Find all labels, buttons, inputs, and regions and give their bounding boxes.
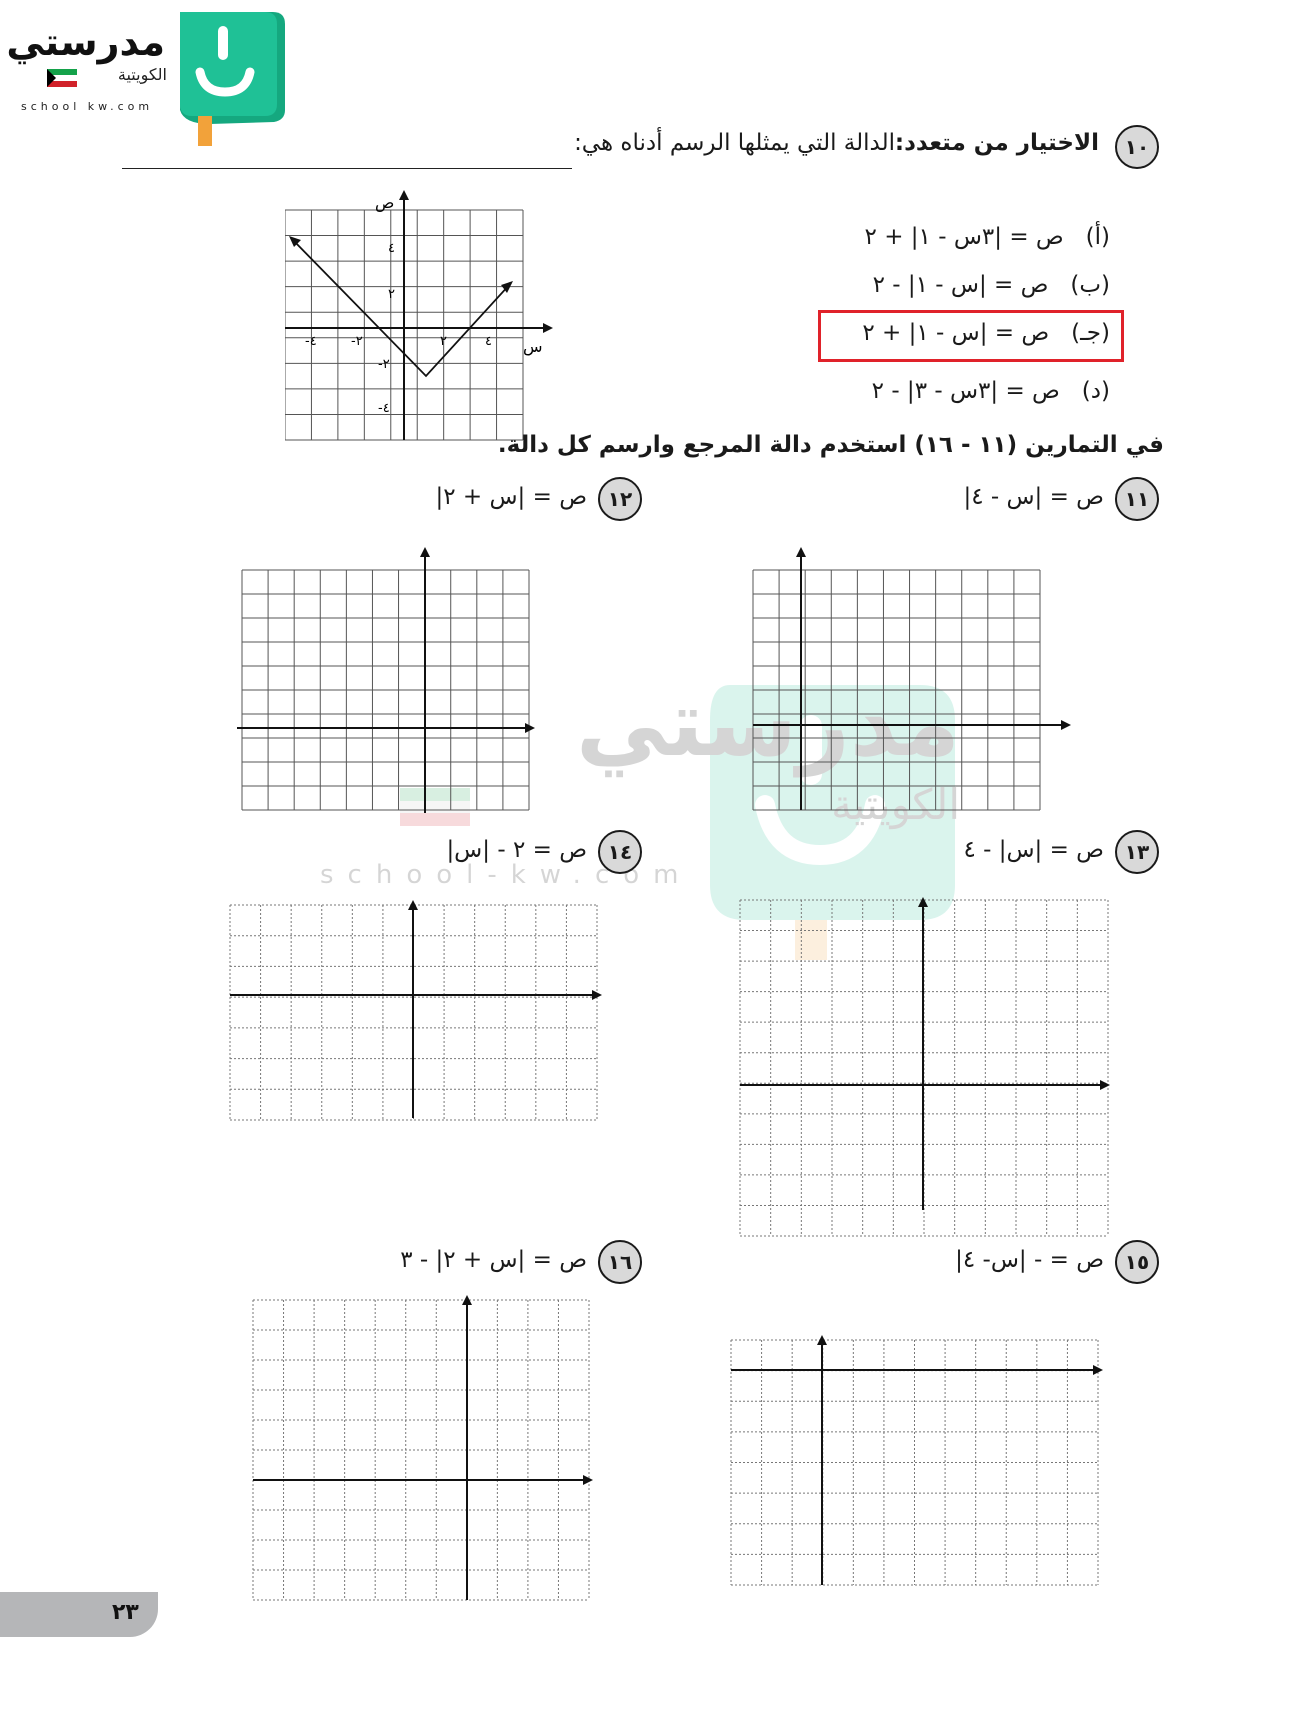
- exercise-equation: ص = ٢ - |س|: [446, 837, 587, 863]
- watermark-name: مدرستي: [575, 670, 960, 777]
- option-d-label: (د): [1081, 378, 1110, 404]
- y-arrow-icon: [408, 900, 418, 910]
- y-arrow-icon: [796, 547, 806, 557]
- question-prompt: الدالة التي يمثلها الرسم أدناه هي:: [574, 130, 895, 156]
- kuwait-flag-icon: [47, 69, 77, 87]
- q10-x-tick: -٢: [351, 334, 363, 349]
- exercise-grid-13[interactable]: [737, 895, 1112, 1240]
- option-b-equation: ص = |س - ١| - ٢: [872, 272, 1049, 298]
- exercise-grid-12[interactable]: [237, 545, 537, 815]
- exercise-number-badge: ١٤: [598, 830, 642, 874]
- q10-y-arrow-icon: [399, 190, 409, 200]
- q10-x-arrow-icon: [543, 323, 553, 333]
- exercise-grid-11[interactable]: [748, 545, 1073, 815]
- exercise-number-badge: ١٣: [1115, 830, 1159, 874]
- logo-mark-icon: [170, 12, 285, 147]
- q10-x-axis-label: س: [523, 337, 543, 356]
- x-arrow-icon: [1061, 720, 1071, 730]
- question-number-badge: ١٠: [1115, 125, 1159, 169]
- exercises-instructions: في التمارين (١١ - ١٦) استخدم دالة المرجع وارسم كل دالة.: [497, 432, 1164, 458]
- x-arrow-icon: [583, 1475, 593, 1485]
- q10-y-tick: -٢: [378, 357, 390, 372]
- q10-x-tick: ٢: [440, 334, 447, 349]
- site-logo: [6, 12, 265, 142]
- q10-y-tick: -٤: [378, 401, 390, 416]
- exercise-number-badge: ١٦: [598, 1240, 642, 1284]
- exercise-grid-16[interactable]: [250, 1295, 595, 1605]
- q10-y-tick: ٤: [388, 241, 395, 256]
- exercise-equation: ص = |س + ٢| - ٣: [400, 1247, 587, 1273]
- logo-subtitle: الكويتية: [117, 65, 167, 84]
- option-a-equation: ص = |٣س - ١| + ٢: [864, 224, 1064, 250]
- exercise-equation: ص = |س - ٤|: [963, 484, 1104, 510]
- watermark-url: school-kw.com: [320, 860, 693, 890]
- option-d-equation: ص = |٣س - ٣| - ٢: [871, 378, 1060, 404]
- exercise-number-badge: ١٢: [598, 477, 642, 521]
- option-b[interactable]: [873, 272, 1110, 298]
- exercise-grid-15[interactable]: [728, 1335, 1103, 1590]
- q10-graph: [285, 190, 555, 445]
- option-a-label: (أ): [1085, 224, 1110, 250]
- exercise-number-badge: ١٥: [1115, 1240, 1159, 1284]
- question-title: الاختيار من متعدد:: [894, 130, 1099, 156]
- y-arrow-icon: [918, 897, 928, 907]
- watermark-subtitle: الكويتية: [831, 780, 960, 829]
- q10-v-graph: [291, 238, 511, 376]
- q10-y-axis-label: ص: [375, 193, 395, 212]
- logo-name: مدرستي: [6, 20, 165, 64]
- exercise-equation: ص = |س + ٢|: [435, 484, 587, 510]
- option-b-label: (ب): [1070, 272, 1110, 298]
- y-arrow-icon: [817, 1335, 827, 1345]
- exercise-equation: ص = |س| - ٤: [963, 837, 1104, 863]
- option-a[interactable]: [865, 224, 1110, 250]
- exercise-equation: ص = - |س- ٤|: [955, 1247, 1104, 1273]
- page-number: ٢٣: [112, 1600, 139, 1625]
- q10-y-tick: ٢: [388, 287, 395, 302]
- exercise-grid-14[interactable]: [227, 900, 602, 1125]
- option-c-label: (جـ): [1071, 320, 1110, 346]
- y-arrow-icon: [420, 547, 430, 557]
- q10-x-tick: ٤: [485, 334, 492, 349]
- answer-line: [122, 168, 572, 169]
- option-c-equation: ص = |س - ١| + ٢: [862, 320, 1050, 346]
- logo-url: school kw.com: [21, 100, 154, 113]
- option-c[interactable]: [862, 320, 1110, 346]
- x-arrow-icon: [525, 723, 535, 733]
- option-d[interactable]: [872, 378, 1110, 404]
- exercise-number-badge: ١١: [1115, 477, 1159, 521]
- q10-x-tick: -٤: [305, 334, 317, 349]
